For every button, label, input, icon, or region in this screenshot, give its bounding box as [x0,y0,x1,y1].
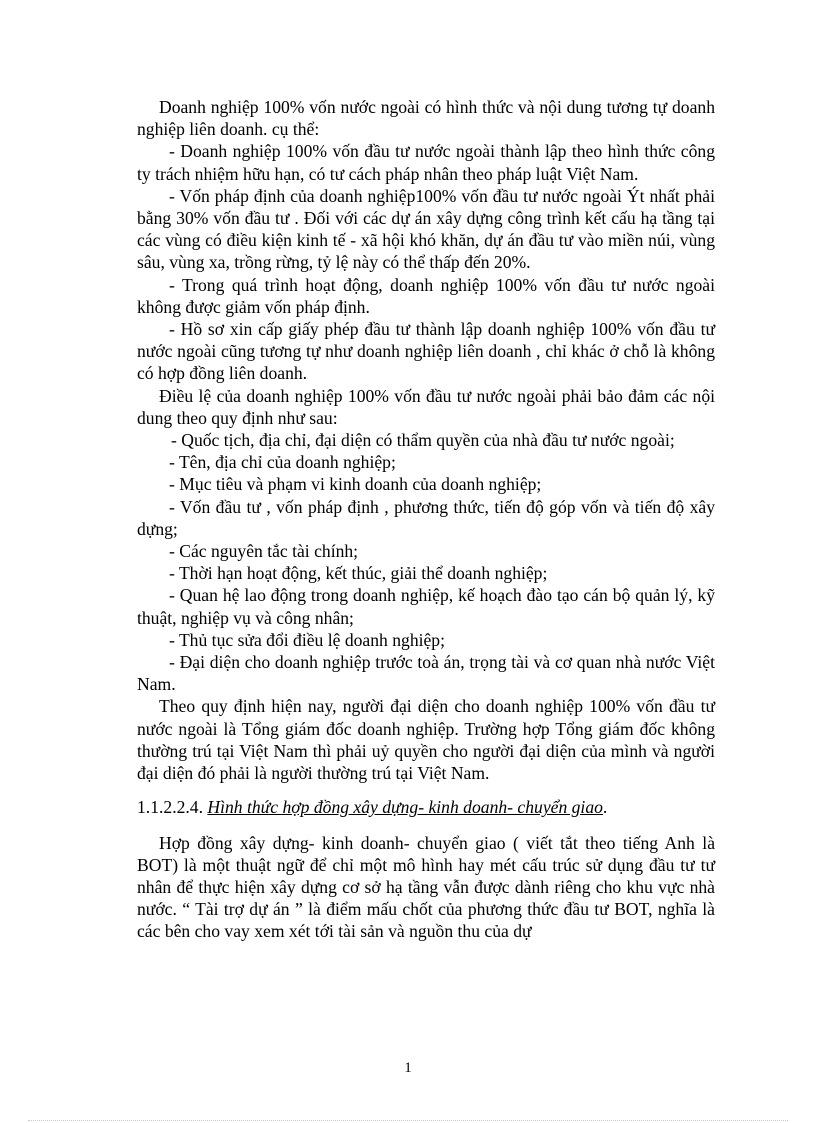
list-item: - Các nguyên tắc tài chính; [169,541,359,562]
list-item: - Thời hạn hoạt động, kết thúc, giải thể doanh nghiệp; [169,563,548,584]
section-title-period: . [602,797,608,818]
paragraph-representative: Theo quy định hiện nay, người đại diện cho doanh nghiệp 100% vốn đầu tư nước ngoài là Tổng giám đốc doanh nghiệp. Trường hợp Tổng giám đốc không thường trú tại Việt Nam thì phải uỷ quyền cho người đại diện của mình và người đại diện đó phải là người thường trú tại Việt Nam. [137,696,715,784]
paragraph-capital-reduction: - Trong quá trình hoạt động, doanh nghiệp 100% vốn đầu tư nước ngoài không được giảm vốn pháp định. [137,274,715,317]
list-item: - Thủ tục sửa đổi điều lệ doanh nghiệp; [169,629,445,650]
section-number: 1.1.2.2.4. [137,797,203,818]
page-bottom-divider [28,1120,788,1121]
section-heading [137,796,715,818]
list-item: - Mục tiêu và phạm vi kinh doanh của doanh nghiệp; [169,474,542,495]
list-item: - Vốn đầu tư , vốn pháp định , phương thức, tiến độ góp vốn và tiến độ xây dựng; [137,496,715,539]
list-item: - Tên, địa chỉ của doanh nghiệp; [169,452,396,473]
charter-content-list [137,429,715,695]
list-item: - Đại diện cho doanh nghiệp trước toà án, trọng tài và cơ quan nhà nước Việt Nam. [137,652,715,695]
paragraph-legal-form: - Doanh nghiệp 100% vốn đầu tư nước ngoài thành lập theo hình thức công ty trách nhiệm hữu hạn, có tư cách pháp nhân theo pháp luật Việt Nam. [137,141,715,184]
section-title: Hình thức hợp đồng xây dựng- kinh doanh- chuyển giao [207,797,603,818]
paragraph-application-dossier: - Hồ sơ xin cấp giấy phép đầu tư thành lập doanh nghiệp 100% vốn đầu tư nước ngoài cũng tương tự như doanh nghiệp liên doanh , chỉ khác ở chỗ là không có hợp đồng liên doanh. [137,319,715,384]
paragraph-legal-capital: - Vốn pháp định của doanh nghiệp100% vốn đầu tư nước ngoài Ýt nhất phải bằng 30% vốn đầu tư . Đối với các dự án xây dựng công trình kết cấu hạ tầng tại các vùng có điều kiện kinh tế - xã hội khó khăn, dự án đầu tư vào miền núi, vùng sâu, vùng xa, trồng rừng, tỷ lệ này có thể thấp đến 20%. [137,185,715,273]
paragraph-charter: Điều lệ của doanh nghiệp 100% vốn đầu tư nước ngoài phải bảo đảm các nội dung theo quy định như sau: [137,385,715,428]
page-number: 1 [404,1060,412,1076]
paragraph-bot-definition: Hợp đồng xây dựng- kinh doanh- chuyển giao ( viết tắt theo tiếng Anh là BOT) là một thuật ngữ để chỉ một mô hình hay mét cấu trúc sử dụng đầu tư tư nhân để thực hiện xây dựng cơ sở hạ tầng vẫn được dành riêng cho khu vực nhà nước. “ Tài trợ dự án ” là điểm mấu chốt của phương thức đầu tư BOT, nghĩa là các bên cho vay xem xét tới tài sản và nguồn thu của dự [137,832,715,942]
list-item: - Quan hệ lao động trong doanh nghiệp, kế hoạch đào tạo cán bộ quản lý, kỹ thuật, nghiệp vụ và công nhân; [137,585,715,628]
list-item: - Quốc tịch, địa chỉ, đại diện có thẩm quyền của nhà đầu tư nước ngoài; [171,430,675,451]
document-body [137,96,715,943]
paragraph-intro: Doanh nghiệp 100% vốn nước ngoài có hình thức và nội dung tương tự doanh nghiệp liên doanh. cụ thể: [137,97,715,140]
